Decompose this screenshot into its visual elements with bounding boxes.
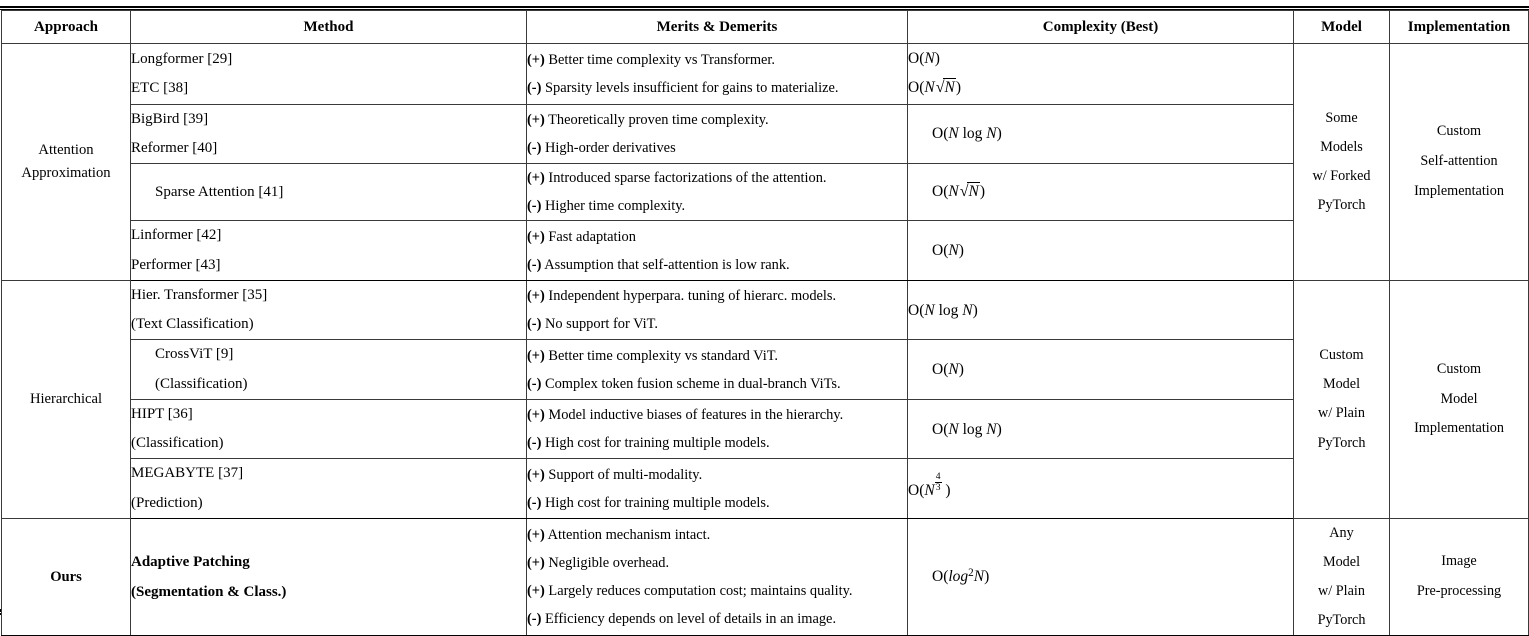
- merit-item: [527, 342, 907, 370]
- method-name: Hier. Transformer [35]: [131, 286, 268, 303]
- merit-sign: (-): [527, 611, 542, 628]
- method-name: MEGABYTE [37]: [131, 465, 244, 482]
- column-header-complexity: Complexity (Best): [908, 11, 1294, 44]
- approach-label-line-1: Hierarchical: [29, 391, 103, 408]
- merits-cell: [527, 399, 908, 459]
- merit-item: [527, 282, 907, 310]
- implementation-line: Custom: [1436, 360, 1482, 377]
- implementation-cell: [1390, 518, 1529, 635]
- merits-cell: [527, 340, 908, 400]
- merit-sign: (+): [527, 51, 545, 68]
- merit-item: [527, 401, 907, 429]
- method-name: HIPT [36]: [131, 405, 193, 422]
- merit-sign: (+): [527, 555, 545, 572]
- merit-text: Independent hyperpara. tuning of hierarc. models.: [548, 288, 837, 305]
- merit-text: Better time complexity vs standard ViT.: [548, 347, 779, 364]
- method-cell: [131, 518, 527, 635]
- header-row: [2, 11, 1529, 44]
- merit-text: Efficiency depends on level of details in an image.: [545, 611, 837, 628]
- merit-item: [527, 134, 907, 162]
- method-name: Linformer [42]: [131, 227, 222, 244]
- merit-item: [527, 310, 907, 338]
- complexity-cell: [908, 221, 1294, 281]
- model-cell: [1294, 44, 1390, 281]
- merit-text: Theoretically proven time complexity.: [548, 112, 769, 128]
- complexity-cell: [908, 44, 1294, 105]
- approach-cell-hierarchical: [2, 280, 131, 518]
- merit-sign: (-): [527, 494, 542, 511]
- merits-cell: [527, 44, 908, 105]
- complexity-formula: O(N log N): [932, 420, 1002, 438]
- merit-sign: (+): [527, 466, 545, 483]
- model-line: PyTorch: [1317, 434, 1366, 451]
- merit-item: [527, 106, 907, 134]
- method-name: Adaptive Patching: [131, 554, 250, 571]
- merit-text: Better time complexity vs Transformer.: [548, 51, 776, 68]
- complexity-formula: O(N log N): [932, 125, 1002, 143]
- complexity-formula: O(N): [932, 361, 964, 379]
- merit-item: [527, 521, 907, 549]
- table-row: [2, 518, 1529, 635]
- merit-text: Assumption that self-attention is low rank.: [544, 256, 790, 273]
- method-cell: [131, 340, 527, 400]
- implementation-line: Implementation: [1414, 420, 1504, 437]
- merit-sign: (+): [527, 347, 545, 364]
- merits-cell: [527, 459, 908, 519]
- method-subtitle: (Classification): [155, 375, 248, 392]
- method-cell: [131, 399, 527, 459]
- merit-sign: (+): [527, 228, 545, 245]
- implementation-cell: [1390, 280, 1529, 518]
- complexity-formula: O(N): [932, 242, 964, 260]
- merit-text: Higher time complexity.: [545, 198, 686, 215]
- implementation-line: Model: [1440, 390, 1478, 407]
- merit-sign: (+): [527, 170, 545, 187]
- approach-cell-ours: [2, 518, 131, 635]
- merit-item: [527, 605, 907, 633]
- complexity-cell: [908, 399, 1294, 459]
- merit-sign: (-): [527, 79, 542, 96]
- merit-item: [527, 46, 907, 74]
- merit-item: [527, 223, 907, 251]
- merit-text: Complex token fusion scheme in dual-branch ViTs.: [545, 375, 841, 392]
- method-subtitle: (Classification): [131, 435, 224, 452]
- merit-text: Support of multi-modality.: [548, 466, 703, 483]
- approach-label-line-2: Approximation: [21, 164, 111, 181]
- table-body: [2, 44, 1529, 636]
- merit-text: Sparsity levels insufficient for gains to materialize.: [545, 79, 839, 96]
- method-cell: [131, 44, 527, 105]
- merit-sign: (-): [527, 316, 542, 333]
- complexity-cell: [908, 280, 1294, 340]
- merit-sign: (-): [527, 140, 542, 157]
- column-header-method: Method: [131, 11, 527, 44]
- complexity-formula: O(N log N): [908, 301, 978, 319]
- merit-text: Largely reduces computation cost; maintains quality.: [548, 583, 853, 600]
- implementation-cell: [1390, 44, 1529, 281]
- method-cell: [131, 164, 527, 221]
- merit-text: Fast adaptation: [548, 228, 636, 245]
- model-line: Model: [1322, 376, 1361, 393]
- merit-text: No support for ViT.: [545, 316, 658, 333]
- model-line: PyTorch: [1317, 197, 1366, 214]
- model-cell: [1294, 280, 1390, 518]
- merit-sign: (+): [527, 407, 545, 424]
- merit-sign: (-): [527, 256, 542, 273]
- complexity-formula: O(N√N): [932, 183, 985, 201]
- complexity-cell: [908, 340, 1294, 400]
- method-subtitle: (Text Classification): [131, 316, 254, 333]
- model-line: PyTorch: [1317, 612, 1366, 629]
- complexity-formula: $O(\log^2N)$: [932, 567, 990, 586]
- method-name: Sparse Attention [41]: [155, 183, 284, 200]
- model-cell: [1294, 518, 1390, 635]
- merit-item: [527, 251, 907, 279]
- merit-item: [527, 192, 907, 220]
- complexity-cell: [908, 459, 1294, 519]
- merit-item: [527, 461, 907, 489]
- method-cell: [131, 104, 527, 164]
- merit-sign: (+): [527, 112, 545, 128]
- complexity-formula: O(N): [908, 50, 940, 67]
- approach-label-line-1: Attention: [38, 142, 94, 159]
- implementation-line: Self-attention: [1420, 153, 1498, 170]
- merits-cell: [527, 104, 908, 164]
- merit-item: [527, 489, 907, 517]
- merit-sign: (-): [527, 375, 542, 392]
- column-header-implementation: Implementation: [1390, 11, 1529, 44]
- method-cell: [131, 221, 527, 281]
- merit-item: [527, 370, 907, 398]
- complexity-formula: O(N $\frac{4}{3}$ ): [908, 470, 951, 500]
- implementation-line: Image: [1441, 553, 1477, 570]
- merit-item: [527, 577, 907, 605]
- column-header-model: Model: [1294, 11, 1390, 44]
- model-line: Custom: [1319, 347, 1364, 364]
- merit-text: High cost for training multiple models.: [545, 435, 770, 452]
- model-line: w/ Plain: [1318, 405, 1365, 422]
- model-line: Model: [1322, 554, 1361, 571]
- merit-item: [527, 74, 907, 102]
- method-name: Longformer [29]: [131, 50, 233, 67]
- complexity-cell: [908, 164, 1294, 221]
- merit-text: Introduced sparse factorizations of the attention.: [548, 170, 827, 187]
- merit-text: Attention mechanism intact.: [547, 527, 711, 544]
- complexity-cell: [908, 104, 1294, 164]
- method-name: Reformer [40]: [131, 140, 218, 157]
- table-row: [2, 280, 1529, 340]
- merit-sign: (+): [527, 583, 545, 600]
- complexity-formula: O(N√N): [908, 79, 961, 97]
- method-name: Performer [43]: [131, 256, 221, 273]
- method-cell: [131, 280, 527, 340]
- model-line: Some: [1325, 109, 1358, 126]
- model-line: Models: [1320, 138, 1363, 155]
- merit-sign: (-): [527, 198, 542, 215]
- merits-cell: [527, 164, 908, 221]
- methods-comparison-table: [1, 10, 1529, 636]
- method-subtitle: (Segmentation & Class.): [131, 584, 287, 601]
- merit-sign: (+): [527, 288, 545, 305]
- complexity-cell: [908, 518, 1294, 635]
- merit-sign: (+): [527, 527, 545, 544]
- merits-cell: [527, 280, 908, 340]
- model-line: w/ Plain: [1318, 583, 1365, 600]
- model-line: Any: [1329, 524, 1354, 541]
- merit-item: [527, 549, 907, 577]
- merit-item: [527, 429, 907, 457]
- merit-text: High cost for training multiple models.: [545, 494, 770, 511]
- implementation-line: Implementation: [1414, 182, 1504, 199]
- merit-text: Model inductive biases of features in the hierarchy.: [548, 407, 844, 424]
- merit-sign: (-): [527, 435, 542, 452]
- method-name: BigBird [39]: [131, 110, 209, 127]
- implementation-line: Custom: [1436, 123, 1482, 140]
- merit-text: High-order derivatives: [545, 140, 676, 157]
- approach-label-line-1: Ours: [50, 568, 82, 585]
- merits-cell: [527, 221, 908, 281]
- method-name: ETC [38]: [131, 79, 189, 96]
- implementation-line: Pre-processing: [1416, 583, 1502, 600]
- method-name: CrossViT [9]: [155, 346, 234, 363]
- column-header-approach: Approach: [2, 11, 131, 44]
- method-cell: [131, 459, 527, 519]
- model-line: w/ Forked: [1312, 167, 1371, 184]
- merit-text: Negligible overhead.: [548, 555, 670, 572]
- merit-item: [527, 164, 907, 192]
- approach-cell-attention-approximation: [2, 44, 131, 281]
- table-header: [2, 11, 1529, 44]
- table-row: [2, 44, 1529, 105]
- merits-cell: [527, 518, 908, 635]
- method-subtitle: (Prediction): [131, 494, 203, 511]
- column-header-merits: Merits & Demerits: [527, 11, 908, 44]
